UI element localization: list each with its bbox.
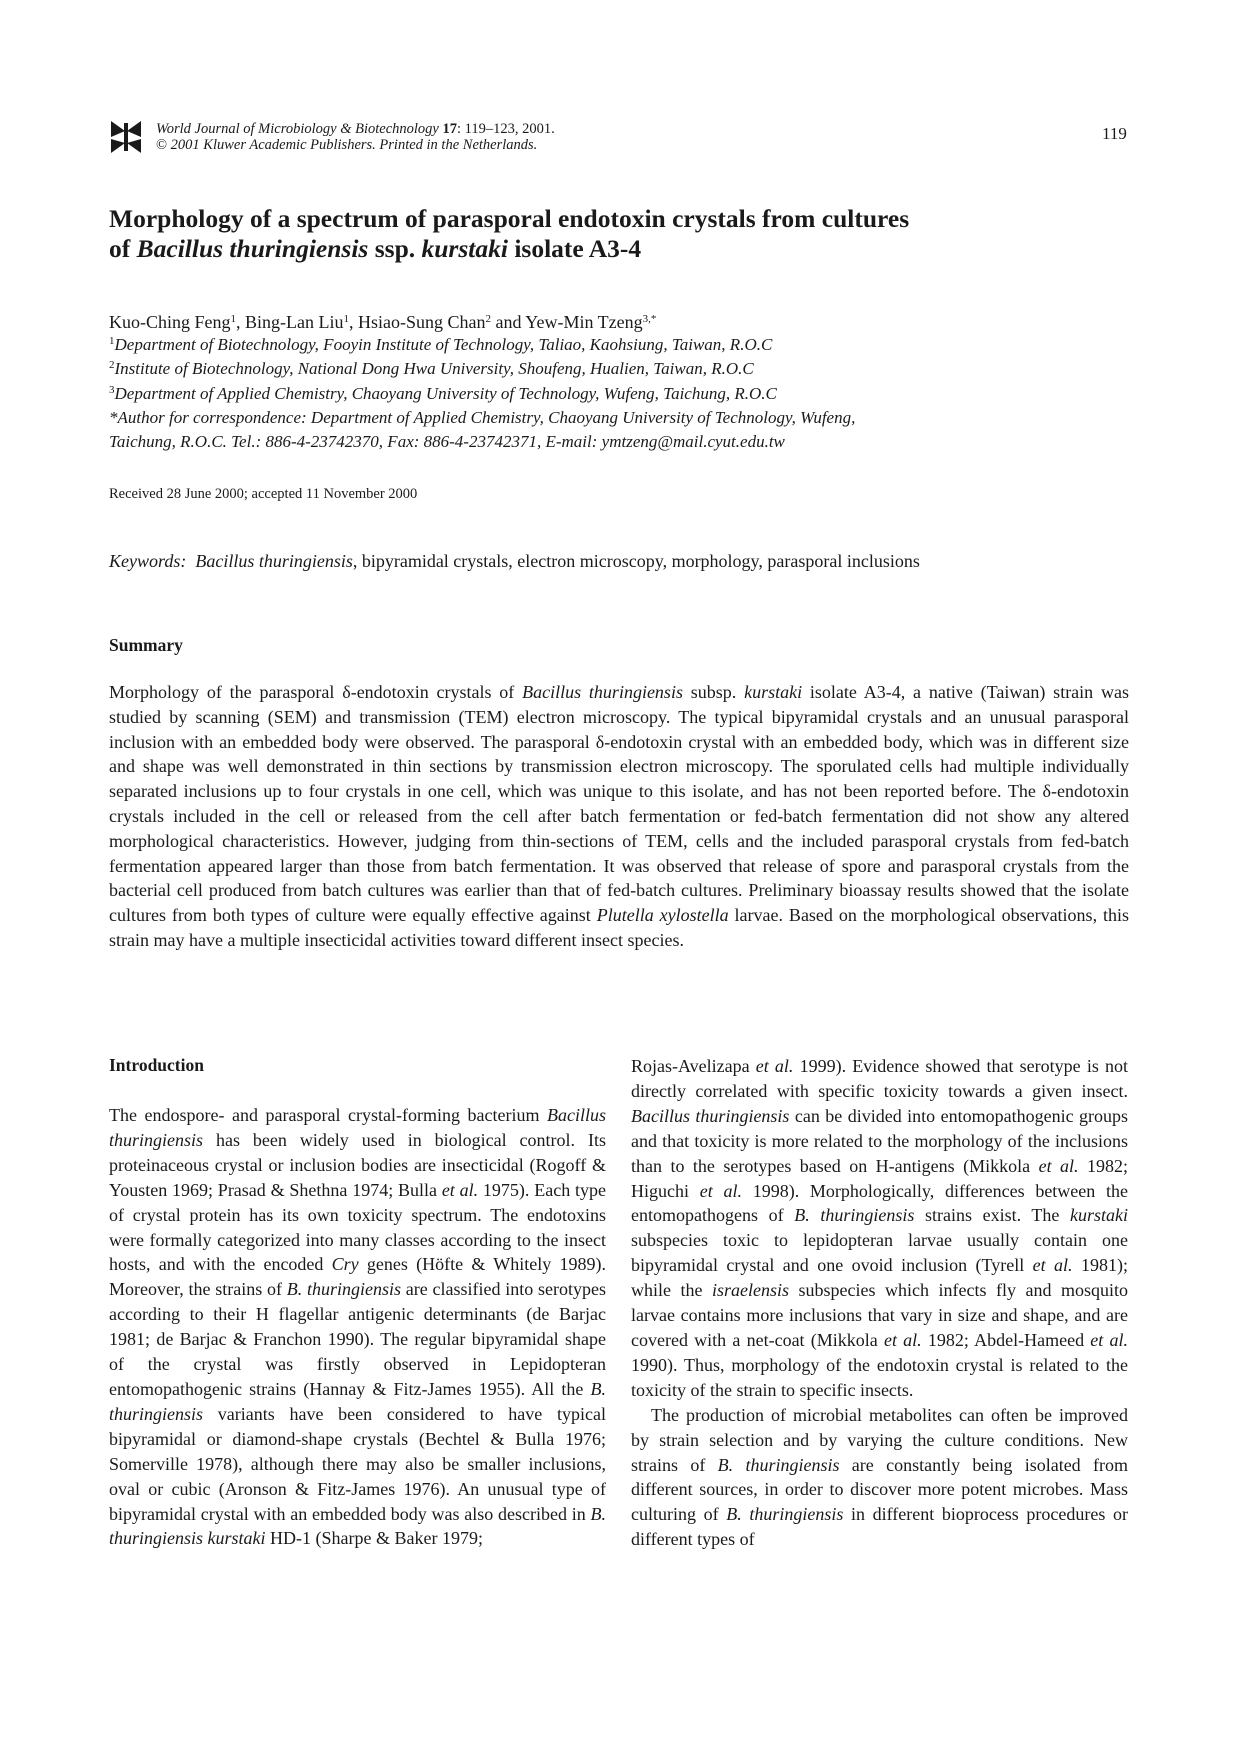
intro-column-left: [109, 1103, 606, 1551]
author-list: [109, 311, 656, 333]
body-text: genes (Höfte & Whitely 1989). Moreover, the strains of: [109, 1254, 606, 1300]
author-name: Kuo-Ching Feng: [109, 312, 231, 332]
intro-paragraph-2: [631, 1403, 1128, 1552]
body-italic: israelensis: [712, 1280, 790, 1301]
affil-number: 3: [109, 384, 115, 396]
body-italic: B. thuringiensis kurstaki: [109, 1503, 606, 1549]
affiliation-2: [109, 358, 1139, 380]
keywords-label: Keywords:: [109, 551, 187, 571]
title-text: of: [109, 234, 137, 263]
author-affil-mark: 1: [343, 313, 349, 325]
body-italic: B. thuringiensis: [794, 1205, 915, 1226]
body-text: The endospore- and parasporal crystal-forming bacterium: [109, 1105, 547, 1125]
body-text: are classified into serotypes according to their H flagellar antigenic determinants (de Barjac 1981; de Barjac & Franchon 1990). The regular bipyramidal shape of the crystal was firstly observed in Lepidopteran entomopathogenic strains (Hannay & Fitz-James 1955). All the: [109, 1279, 606, 1399]
summary-text: larvae. Based on the morphological observations, this strain may have a multiple insecticidal activities toward different insect species.: [109, 905, 1129, 950]
keyword-species: Bacillus thuringiensis: [195, 551, 353, 571]
body-italic: et al.: [1090, 1329, 1129, 1350]
title-line-2: [109, 234, 1129, 264]
intro-paragraph-1-cont: [631, 1054, 1128, 1403]
affil-mark-number: 3,: [642, 313, 651, 325]
author-affil-mark: 1: [230, 313, 236, 325]
author-affil-mark: [643, 313, 657, 325]
body-text: subspecies toxic to lepidopteran larvae usually contain one bipyramidal crystal and one ovoid inclusion (Tyrell: [631, 1230, 1128, 1276]
intro-column-right: [631, 1054, 1128, 1552]
summary-heading: Summary: [109, 635, 183, 655]
copyright-symbol: ©: [156, 137, 168, 153]
body-text: HD-1 (Sharpe & Baker 1979;: [265, 1528, 483, 1549]
affil-number: 2: [109, 359, 115, 371]
summary-text: isolate A3-4, a native (Taiwan) strain was studied by scanning (SEM) and transmission (TEM) electron microscopy. The typical bipyramidal crystals and an unusual parasporal inclusion with an embedded body were observed. The parasporal δ-endotoxin crystal with an embedded body, which was in different size and shape was well demonstrated in thin sections by transmission electron microscopy. The sporulated cells had multiple individually separated inclusions up to four crystals in one cell, which was unique to this isolate, and has not been reported before. The δ-endotoxin crystals included in the cell or released from the cell after batch fermentation or fed-batch fermentation did not show any altered morphological characteristics. However, judging from thin-sections of TEM, cells and the included parasporal crystals from fed-batch fermentation appeared larger than those from batch fermentation. It was observed that release of spore and parasporal crystals from the bacterial cell produced from batch cultures was earlier than that of fed-batch cultures. Preliminary bioassay results showed that the isolate cultures from both types of culture were equally effective against: [109, 682, 1129, 926]
body-italic: Cry: [331, 1254, 359, 1275]
body-text: 1982; Abdel-Hameed: [921, 1329, 1091, 1350]
journal-volume: 17: [442, 121, 457, 137]
body-text: 1975). Each type of crystal protein has its own toxicity spectrum. The endotoxins were formally categorized into many classes according to the insect hosts, and with the encoded: [109, 1179, 606, 1275]
author-name: , Bing-Lan Liu: [236, 312, 344, 332]
publisher-logo-icon: [109, 119, 143, 155]
summary-italic: Bacillus thuringiensis: [522, 682, 683, 702]
summary-italic: kurstaki: [744, 682, 803, 702]
body-text: 1981); while the: [631, 1255, 1128, 1301]
body-italic: B. thuringiensis: [109, 1378, 606, 1424]
body-text: can be divided into entomopathogenic groups and that toxicity is more related to the morphology of the inclusions than to the serotypes based on H-antigens (Mikkola: [631, 1105, 1129, 1176]
correspondence-line-1: *Author for correspondence: Department of Applied Chemistry, Chaoyang University of Technology, Wufeng,: [109, 408, 856, 427]
summary-text: subsp.: [682, 682, 745, 702]
summary-text: Morphology of the parasporal δ-endotoxin crystals of: [109, 682, 523, 702]
title-line-1: Morphology of a spectrum of parasporal endotoxin crystals from cultures: [109, 204, 910, 233]
body-italic: Bacillus thuringiensis: [109, 1105, 606, 1150]
title-text: ssp.: [368, 234, 422, 263]
body-text: strains exist. The: [914, 1205, 1070, 1226]
body-text: 1990). Thus, morphology of the endotoxin crystal is related to the toxicity of the strain to specific insects.: [631, 1354, 1128, 1400]
body-text: Rojas-Avelizapa: [631, 1056, 756, 1076]
introduction-heading: Introduction: [109, 1055, 204, 1075]
body-italic: et al.: [699, 1180, 742, 1201]
summary-italic: Plutella xylostella: [596, 905, 729, 926]
title-species: Bacillus thuringiensis: [136, 234, 369, 263]
affil-number: 1: [109, 335, 115, 347]
body-text: The production of microbial metabolites can often be improved by strain selection and by varying the culture conditions. New strains of: [631, 1404, 1128, 1475]
affil-text: Department of Applied Chemistry, Chaoyang University of Technology, Wufeng, Taichung, R.O.C: [114, 384, 777, 403]
journal-pages: : 119–123, 2001.: [456, 121, 555, 137]
title-subspecies: kurstaki: [421, 234, 508, 263]
journal-name: World Journal of Microbiology & Biotechnology: [156, 121, 439, 137]
body-italic: et al.: [441, 1179, 479, 1200]
author-name: , Hsiao-Sung Chan: [348, 312, 486, 332]
summary-paragraph: [109, 680, 1129, 953]
affil-text: Institute of Biotechnology, National Dong Hwa University, Shoufeng, Hualien, Taiwan, R.O.C: [114, 359, 754, 378]
body-text: has been widely used in biological control. Its proteinaceous crystal or inclusion bodies are insecticidal (Rogoff & Yousten 1969; Prasad & Shethna 1974; Bulla: [109, 1129, 606, 1200]
received-dates: Received 28 June 2000; accepted 11 November 2000: [109, 486, 418, 502]
affil-text: Department of Biotechnology, Fooyin Institute of Technology, Taliao, Kaohsiung, Taiwan, R.O.C: [114, 335, 773, 354]
body-italic: et al.: [1038, 1155, 1079, 1176]
title-text: isolate A3-4: [507, 234, 642, 263]
body-italic: et al.: [755, 1056, 794, 1076]
body-italic: et al.: [883, 1329, 922, 1350]
body-italic: Bacillus thuringiensis: [631, 1105, 790, 1126]
body-italic: B. thuringiensis: [717, 1454, 840, 1475]
body-text: 1998). Morphologically, differences between the entomopathogens of: [631, 1180, 1129, 1226]
keywords: [109, 551, 920, 572]
body-italic: et al.: [1032, 1255, 1073, 1276]
body-text: variants have been considered to have typical bipyramidal or diamond-shape crystals (Bechtel & Bulla 1976; Somerville 1978), although there may also be smaller inclusions, oval or cubic (Aronson & Fitz-James 1976). An unusual type of bipyramidal crystal with an embedded body was also described in: [109, 1403, 606, 1524]
body-italic: B. thuringiensis: [286, 1279, 402, 1300]
author-affil-mark: 2: [485, 313, 491, 325]
copyright-text: 2001 Kluwer Academic Publishers. Printed in the Netherlands.: [170, 137, 538, 153]
correspondence-line-2: Taichung, R.O.C. Tel.: 886-4-23742370, Fax: 886-4-23742371, E-mail: ymtzeng@mail.cyut.edu.tw: [109, 432, 785, 451]
article-title: [109, 204, 1129, 264]
body-italic: kurstaki: [1069, 1205, 1128, 1226]
body-text: in different bioprocess procedures or different types of: [631, 1504, 1128, 1550]
intro-paragraph-1: [109, 1103, 606, 1551]
affiliation-1: [109, 334, 1139, 356]
body-text: 1982; Higuchi: [631, 1155, 1128, 1201]
affiliation-3: [109, 383, 1139, 405]
author-name: and Yew-Min Tzeng: [490, 312, 643, 332]
keywords-list: , bipyramidal crystals, electron microscopy, morphology, parasporal inclusions: [352, 551, 920, 571]
page-number: 119: [1102, 124, 1127, 143]
journal-citation: [156, 121, 555, 153]
body-text: 1999). Evidence showed that serotype is not directly correlated with specific toxicity towards a given insect.: [631, 1056, 1128, 1101]
corresponding-mark: *: [650, 313, 657, 325]
body-italic: B. thuringiensis: [726, 1504, 844, 1525]
body-text: subspecies which infects fly and mosquito larvae contains more inclusions that vary in size and shape, and are covered with a net-coat (Mikkola: [631, 1280, 1128, 1350]
body-text: are constantly being isolated from different sources, in order to discover more potent microbes. Mass culturing of: [631, 1454, 1128, 1525]
